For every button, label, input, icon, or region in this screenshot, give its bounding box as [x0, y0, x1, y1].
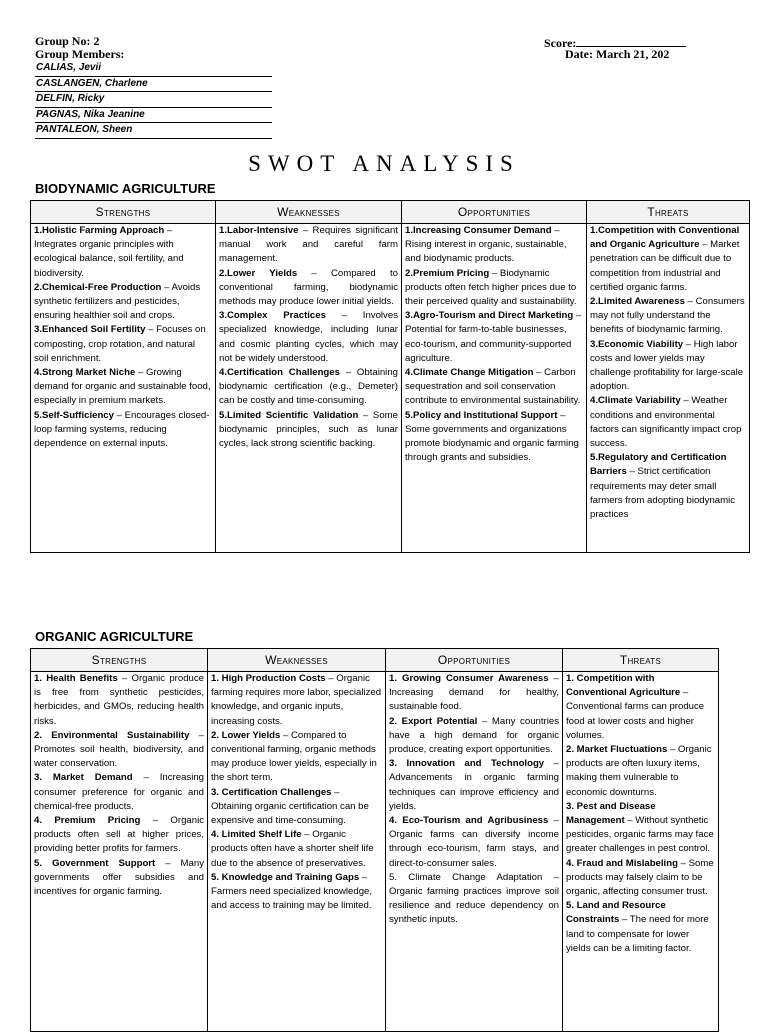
date-label: Date: March 21, 202	[565, 47, 670, 61]
swot-item-text: – Increasing demand for healthy, sustainable food.	[389, 673, 559, 713]
group-members-label: Group Members:	[35, 47, 125, 61]
swot-item	[590, 394, 746, 451]
swot-item-lead: 1. Growing Consumer Awareness	[389, 673, 549, 684]
swot-item	[34, 281, 212, 324]
swot-item	[211, 672, 382, 729]
swot-item	[219, 224, 398, 267]
swot-item-lead: 5. Knowledge and Training Gaps	[211, 871, 360, 883]
member-name: DELFIN, Ricky	[35, 92, 272, 108]
swot-item-lead: 2.Limited Awareness	[590, 296, 685, 308]
swot-item-lead: 4.Certification Challenges	[219, 367, 340, 379]
swot-item-lead: 2. Lower Yields	[211, 729, 281, 741]
swot-item-lead: 1.Competition with Conventional and Organic Agriculture	[590, 225, 740, 251]
swot-item-lead: 4.Climate Change Mitigation	[405, 367, 534, 379]
swot-item	[34, 224, 212, 281]
swot-item-text: – Conventional farms can produce food at lower costs and higher volumes.	[566, 687, 705, 741]
swot-item-text: – Advancements in organic farming techniques can improve efficiency and yields.	[389, 758, 559, 812]
swot-item	[34, 771, 204, 814]
swot-item-text: – Without synthetic pesticides, organic farms may face greater challenges in pest control.	[566, 815, 714, 855]
swot-item	[34, 323, 212, 366]
swot-item-text: – Some biodynamic principles, such as lunar cycles, lack strong scientific backing.	[219, 409, 398, 450]
swot-item-lead: 2.Lower Yields	[219, 267, 298, 279]
swot-item-lead: 5. Government Support	[34, 857, 156, 869]
strengths-cell	[31, 224, 216, 553]
swot-item	[566, 743, 715, 800]
weaknesses-cell	[208, 672, 386, 1032]
swot-item-lead: 2.Chemical-Free Production	[34, 281, 162, 293]
swot-item-text: – Organic farms can diversify income through eco-tourism, farm stays, and direct-to-consumer sales.	[389, 815, 559, 869]
column-header-opportunities: Opportunities	[402, 201, 587, 224]
column-header-strengths: Strengths	[31, 201, 216, 224]
swot-item	[590, 338, 746, 395]
table-row	[31, 672, 719, 1032]
section-title-biodynamic: BIODYNAMIC AGRICULTURE	[35, 181, 216, 196]
table-row	[31, 224, 750, 553]
swot-item-lead: 1.Increasing Consumer Demand	[405, 225, 552, 236]
swot-item	[219, 309, 398, 366]
swot-item-lead: 3. Innovation and Technology	[389, 758, 545, 770]
swot-item-lead: 4. Eco-Tourism and Agribusiness	[389, 815, 549, 827]
swot-item	[405, 309, 583, 366]
swot-item	[211, 828, 382, 871]
swot-table-organic	[30, 648, 719, 1032]
swot-item-lead: 4.Strong Market Niche	[34, 367, 136, 379]
weaknesses-cell	[216, 224, 402, 553]
swot-item	[34, 857, 204, 900]
swot-table-biodynamic	[30, 200, 750, 553]
swot-item-text: – Promotes soil health, biodiversity, and water conservation.	[34, 729, 204, 770]
swot-item-lead: 1. High Production Costs	[211, 673, 326, 684]
swot-item-lead: 2. Environmental Sustainability	[34, 729, 190, 741]
swot-item	[34, 366, 212, 409]
swot-item-text: – Growing demand for organic and sustainable food, especially in premium markets.	[34, 367, 211, 407]
swot-item-lead: 1.Holistic Farming Approach	[34, 225, 165, 236]
swot-item	[405, 267, 583, 310]
swot-item-lead: 2. Market Fluctuations	[566, 744, 668, 756]
swot-item-lead: 3.Economic Viability	[590, 338, 684, 350]
swot-item	[389, 871, 559, 928]
swot-item-lead: 3. Certification Challenges	[211, 786, 332, 798]
swot-item-lead: 1. Health Benefits	[34, 673, 118, 684]
swot-item	[211, 729, 382, 786]
swot-item	[34, 729, 204, 772]
swot-item-text: – Farmers need specialized knowledge, and access to training may be limited.	[211, 871, 373, 912]
swot-item-lead: 1.Labor-Intensive	[219, 225, 299, 236]
score-blank-line	[576, 35, 686, 47]
swot-item	[590, 224, 746, 295]
swot-item-text: – Potential for farm-to-table businesses, eco-tourism, and community-supported agriculture.	[405, 310, 582, 364]
swot-item-text: – Organic produce is free from synthetic pesticides, herbicides, and GMOs, reducing health risks.	[34, 673, 204, 727]
strengths-cell	[31, 672, 208, 1032]
swot-item-text: – Weather conditions and environmental factors can significantly impact crop success.	[590, 395, 742, 450]
opportunities-cell	[386, 672, 563, 1032]
swot-item-lead: 4. Fraud and Mislabeling	[566, 857, 678, 869]
swot-item-text: 5. Climate Change Adaptation – Organic farming practices improve soil resilience and reduce dependency on synthetic inputs.	[389, 871, 559, 926]
swot-item-text: – Organic products often have a shorter shelf life due to the absence of preservatives.	[211, 829, 374, 869]
column-header-weaknesses: Weaknesses	[208, 649, 386, 672]
swot-item	[566, 800, 715, 857]
swot-item-text: – Organic products are often luxury items, making them vulnerable to economic downturns.	[566, 744, 712, 798]
swot-item-text: – Involves specialized knowledge, including lunar and cosmic planting cycles, which may not be widely understood.	[219, 310, 398, 364]
member-name: CASLANGEN, Charlene	[35, 77, 272, 93]
swot-item-lead: 2.Premium Pricing	[405, 267, 490, 279]
swot-item	[34, 814, 204, 857]
column-header-weaknesses: Weaknesses	[216, 201, 402, 224]
swot-item	[219, 267, 398, 310]
column-header-threats: Threats	[587, 201, 750, 224]
swot-item-lead: 3.Enhanced Soil Fertility	[34, 324, 146, 336]
score-label: Score:	[544, 36, 577, 50]
swot-item-lead: 5.Limited Scientific Validation	[219, 409, 359, 421]
swot-item-text: – Obtaining organic certification can be expensive and time-consuming.	[211, 786, 369, 827]
swot-item-text: – Organic farming requires more labor, specialized knowledge, and organic inputs, increasing costs.	[211, 673, 382, 727]
swot-item	[566, 899, 715, 956]
swot-item-text: – Strict certification requirements may deter small farmers from adopting biodynamic practices	[590, 466, 736, 521]
swot-item-text: – Rising interest in organic, sustainable, and biodynamic products.	[405, 225, 567, 265]
column-header-threats: Threats	[563, 649, 719, 672]
swot-item-text: – Some governments and organizations promote biodynamic and organic farming through grants and subsidies.	[405, 409, 579, 464]
swot-item-text: – Organic products often sell at higher prices, providing better profits for farmers.	[34, 815, 205, 855]
swot-item	[405, 224, 583, 267]
swot-item	[389, 814, 559, 871]
swot-item	[219, 409, 398, 452]
swot-item	[405, 409, 583, 466]
swot-item-text: – Carbon sequestration and soil conservation contribute to environmental sustainability.	[405, 367, 581, 407]
swot-item	[405, 366, 583, 409]
swot-item	[211, 786, 382, 829]
swot-item	[566, 672, 715, 743]
swot-item-text: – Compared to conventional farming, organic methods may produce lower yields, especially in the short term.	[211, 729, 377, 784]
swot-item-text: – Avoids synthetic fertilizers and pesticides, ensuring healthier soil and crops.	[34, 281, 201, 322]
swot-item-text: – Consumers may not fully understand the benefits of biodynamic farming.	[590, 296, 745, 336]
group-info	[35, 35, 124, 61]
swot-item-lead: 4. Premium Pricing	[34, 815, 141, 827]
swot-item-text: – Obtaining biodynamic certification (e.g., Demeter) can be costly and time-consuming.	[219, 367, 398, 407]
swot-item	[34, 409, 212, 452]
opportunities-cell	[402, 224, 587, 553]
threats-cell	[587, 224, 750, 553]
swot-item-text: – Focuses on composting, crop rotation, and natural soil enrichment.	[34, 324, 206, 364]
swot-item-text: – Market penetration can be difficult due to competition from industrial and certified organic farms.	[590, 239, 740, 293]
member-name: PANTALEON, Sheen	[35, 123, 272, 139]
swot-item	[211, 871, 382, 914]
swot-item-text: – Some products may falsely claim to be organic, affecting consumer trust.	[566, 857, 714, 898]
table-header-row	[31, 649, 719, 672]
column-header-opportunities: Opportunities	[386, 649, 563, 672]
group-number: Group No: 2	[35, 34, 100, 48]
swot-item-lead: 4.Climate Variability	[590, 395, 681, 407]
swot-item	[566, 857, 715, 900]
swot-item-text: – Encourages closed-loop farming systems, reducing dependence on external inputs.	[34, 409, 210, 450]
swot-item	[389, 757, 559, 814]
swot-item	[590, 451, 746, 522]
swot-item-lead: 3.Agro-Tourism and Direct Marketing	[405, 310, 574, 322]
swot-item	[389, 672, 559, 715]
swot-item-lead: 5.Self-Sufficiency	[34, 409, 114, 421]
threats-cell	[563, 672, 719, 1032]
member-name: PAGNAS, Nika Jeanine	[35, 108, 272, 124]
swot-item-lead: 2. Export Potential	[389, 715, 478, 727]
swot-item-lead: 3. Market Demand	[34, 772, 133, 784]
member-list	[35, 61, 272, 139]
swot-item-text: – Many countries have a high demand for organic produce, creating export opportunities.	[389, 715, 559, 756]
swot-item-lead: 4. Limited Shelf Life	[211, 829, 302, 841]
swot-item-text: – Many governments offer subsidies and incentives for organic farming.	[34, 857, 204, 898]
swot-item-text: – High labor costs and lower yields may challenge profitability for large-scale adoption.	[590, 338, 744, 393]
swot-item-lead: 5.Regulatory and Certification Barriers	[590, 452, 727, 478]
swot-item-text: – Compared to conventional farming, biodynamic methods may produce lower initial yields.	[219, 267, 398, 308]
swot-item	[219, 366, 398, 409]
swot-item	[34, 672, 204, 729]
swot-item-text: – Increasing consumer preference for organic and chemical-free products.	[34, 772, 205, 812]
swot-item-text: – Biodynamic products often fetch higher prices due to their perceived quality and sustainability.	[405, 267, 577, 308]
swot-item-lead: 5. Land and Resource Constraints	[566, 900, 666, 926]
swot-item	[389, 715, 559, 758]
swot-item-lead: 3.Complex Practices	[219, 310, 326, 322]
swot-item-text: – Integrates organic principles with ecological balance, soil fertility, and biodiversity.	[34, 225, 184, 279]
page-title: SWOT ANALYSIS	[248, 151, 520, 176]
swot-item-text: – Requires significant manual work and careful farm management.	[219, 225, 398, 265]
swot-item-lead: 1. Competition with Conventional Agriculture	[566, 673, 681, 699]
section-title-organic: ORGANIC AGRICULTURE	[35, 629, 194, 644]
swot-item-text: – The need for more land to compensate for lower yields can be a limiting factor.	[566, 914, 709, 954]
column-header-strengths: Strengths	[31, 649, 208, 672]
swot-item-lead: 5.Policy and Institutional Support	[405, 409, 558, 421]
table-header-row	[31, 201, 750, 224]
member-name: CALIAS, Jevii	[35, 61, 272, 77]
swot-item	[590, 295, 746, 338]
swot-item-lead: 3. Pest and Disease Management	[566, 800, 656, 827]
